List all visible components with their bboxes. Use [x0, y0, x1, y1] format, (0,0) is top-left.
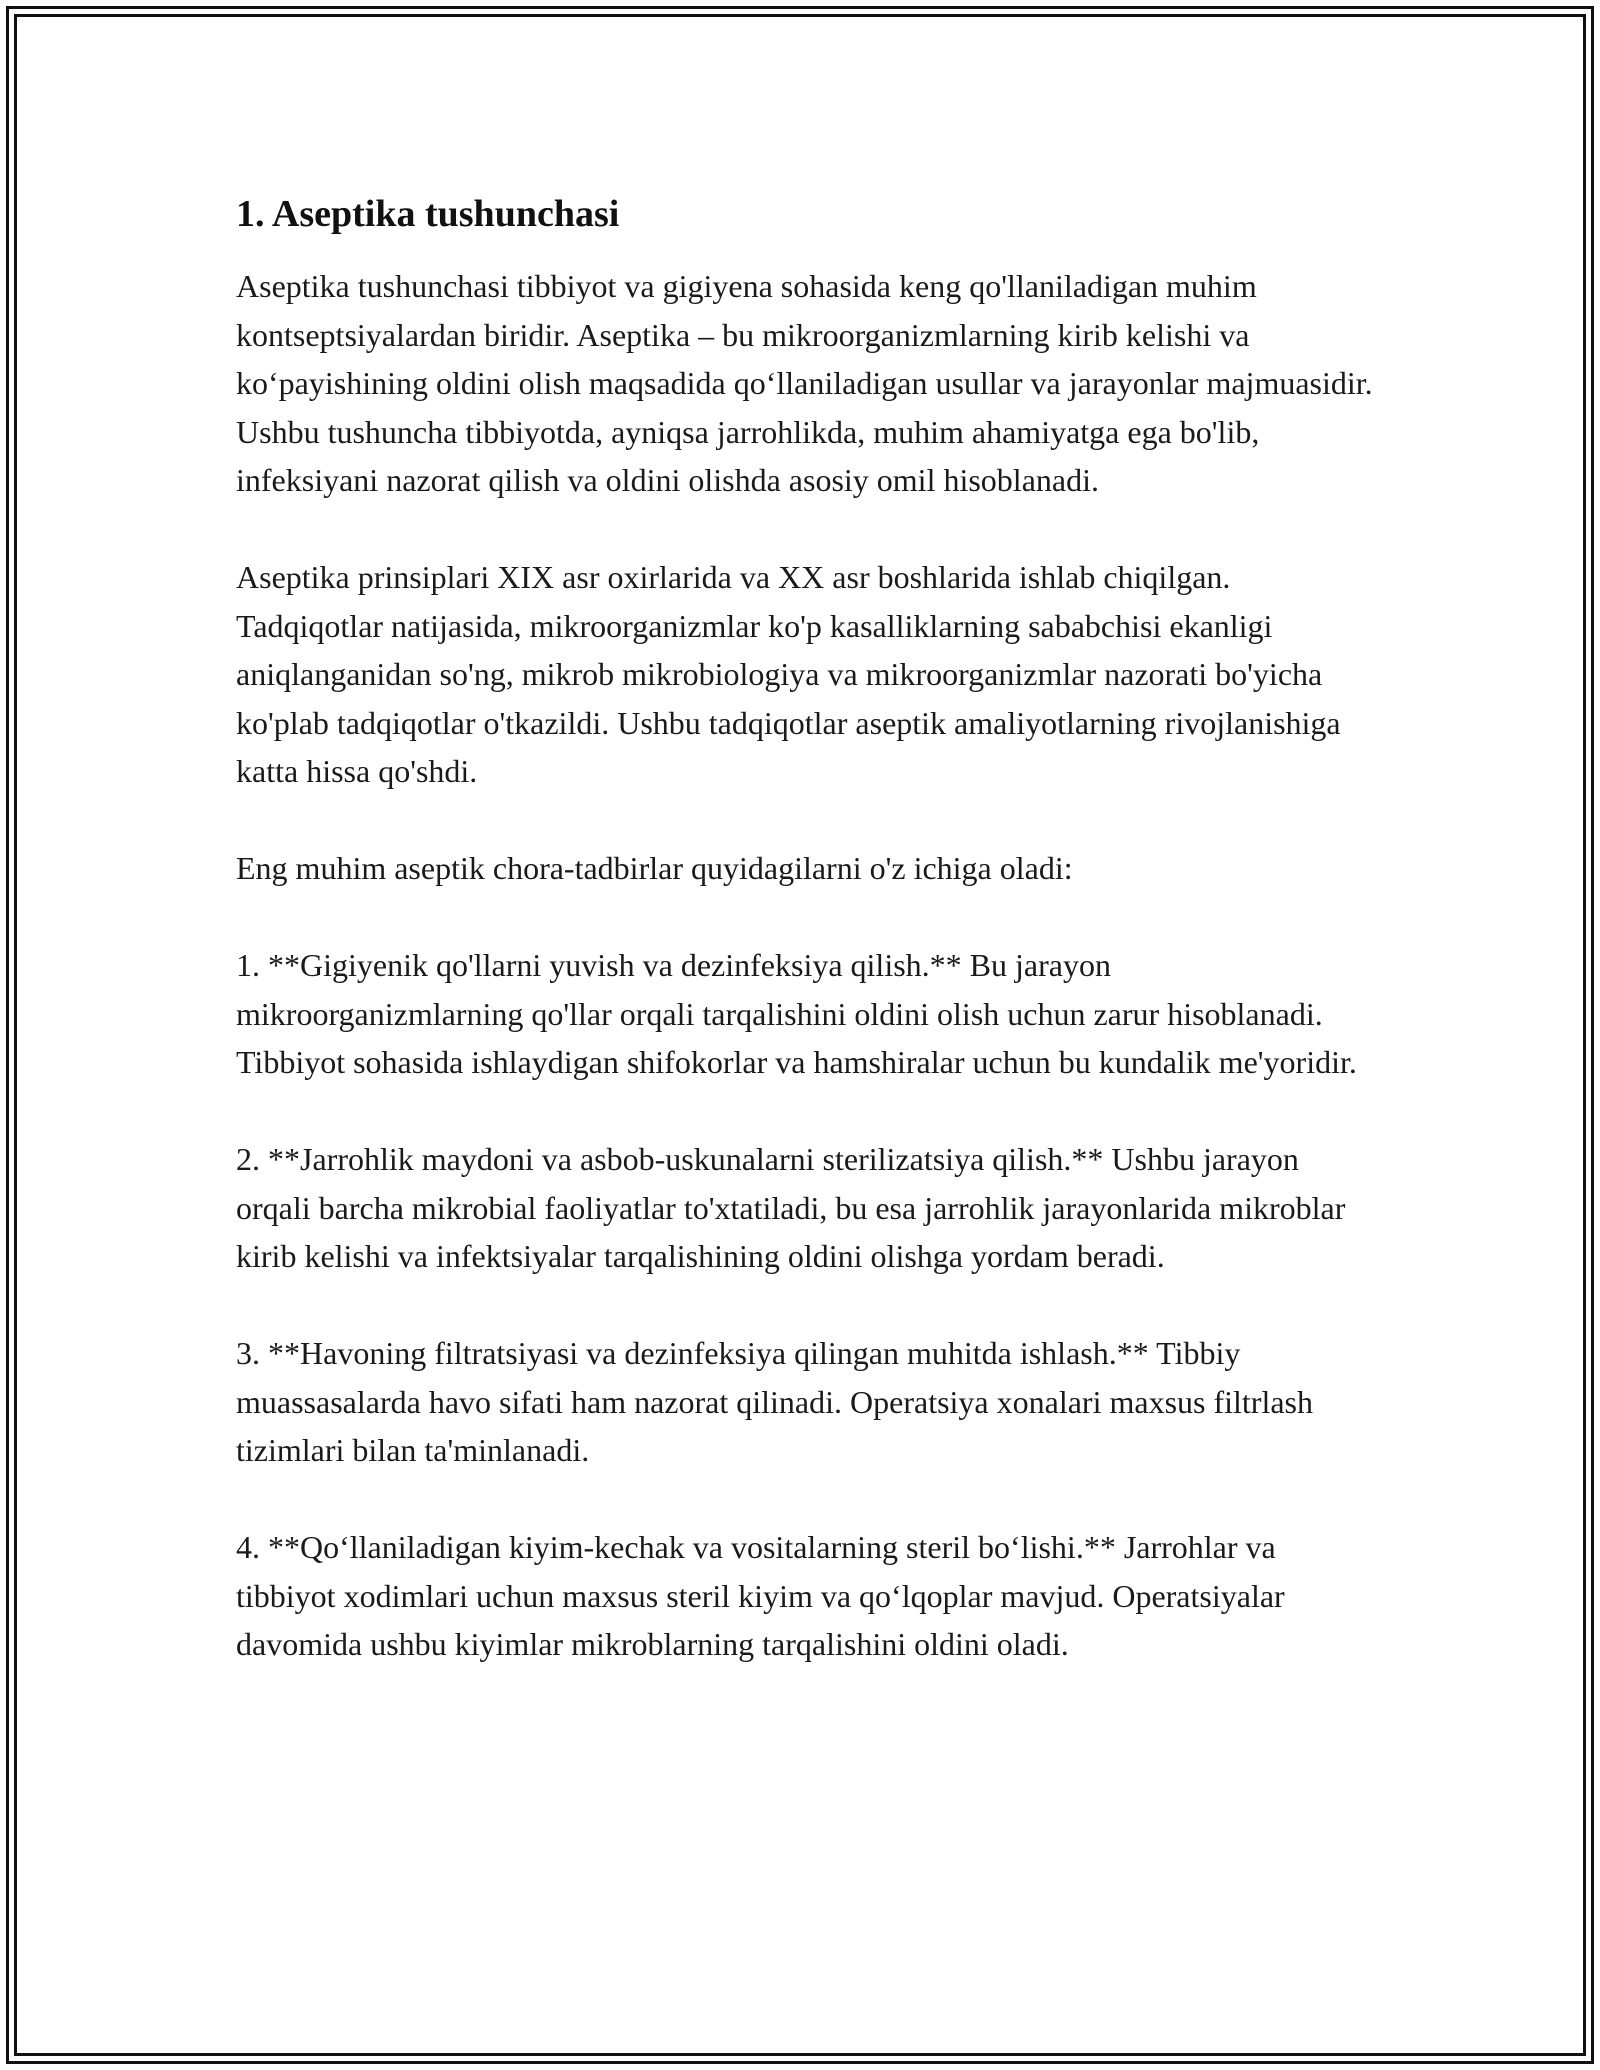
list-item-sterile-clothing: 4. **Qoʻllaniladigan kiyim-kechak va vositalarning steril boʻlishi.** Jarrohlar va tibbiyot xodimlari uchun maxsus steril kiyim va qoʻlqoplar mavjud. Operatsiyalar davomida ushbu kiyimlar mikroblarning tarqalishini oldini oladi.: [236, 1529, 1285, 1662]
document-body: [236, 188, 1376, 1669]
paragraph-history: Aseptika prinsiplari XIX asr oxirlarida va XX asr boshlarida ishlab chiqilgan. Tadqiqotlar natijasida, mikroorganizmlar ko'p kasalliklarning sababchisi ekanligi aniqlanganidan so'ng, mikrob mikrobiologiya va mikroorganizmlar nazorati bo'yicha ko'plab tadqiqotlar o'tkazildi. Ushbu tadqiqotlar aseptik amaliyotlarning rivojlanishiga katta hissa qo'shdi.: [236, 559, 1341, 789]
section-heading: 1. Aseptika tushunchasi: [236, 193, 620, 235]
list-item-sterilization: 2. **Jarrohlik maydoni va asbob-uskunalarni sterilizatsiya qilish.** Ushbu jarayon orqali barcha mikrobial faoliyatlar to'xtatiladi, bu esa jarrohlik jarayonlarida mikroblar kirib kelishi va infektsiyalar tarqalishining oldini olishga yordam beradi.: [236, 1141, 1346, 1274]
paragraph-measures-intro: Eng muhim aseptik chora-tadbirlar quyidagilarni o'z ichiga oladi:: [236, 850, 1073, 886]
paragraph-intro: Aseptika tushunchasi tibbiyot va gigiyena sohasida keng qo'llaniladigan muhim kontseptsiyalardan biridir. Aseptika – bu mikroorganizmlarning kirib kelishi va koʻpayishining oldini olish maqsadida qoʻllaniladigan usullar va jarayonlar majmuasidir. Ushbu tushuncha tibbiyotda, ayniqsa jarrohlikda, muhim ahamiyatga ega bo'lib, infeksiyani nazorat qilish va oldini olishda asosiy omil hisoblanadi.: [236, 268, 1373, 498]
list-item-hand-hygiene: 1. **Gigiyenik qo'llarni yuvish va dezinfeksiya qilish.** Bu jarayon mikroorganizmlarning qo'llar orqali tarqalishini oldini olish uchun zarur hisoblanadi. Tibbiyot sohasida ishlaydigan shifokorlar va hamshiralar uchun bu kundalik me'yoridir.: [236, 947, 1357, 1080]
list-item-air-filtration: 3. **Havoning filtratsiyasi va dezinfeksiya qilingan muhitda ishlash.** Tibbiy muassasalarda havo sifati ham nazorat qilinadi. Operatsiya xonalari maxsus filtrlash tizimlari bilan ta'minlanadi.: [236, 1335, 1313, 1468]
